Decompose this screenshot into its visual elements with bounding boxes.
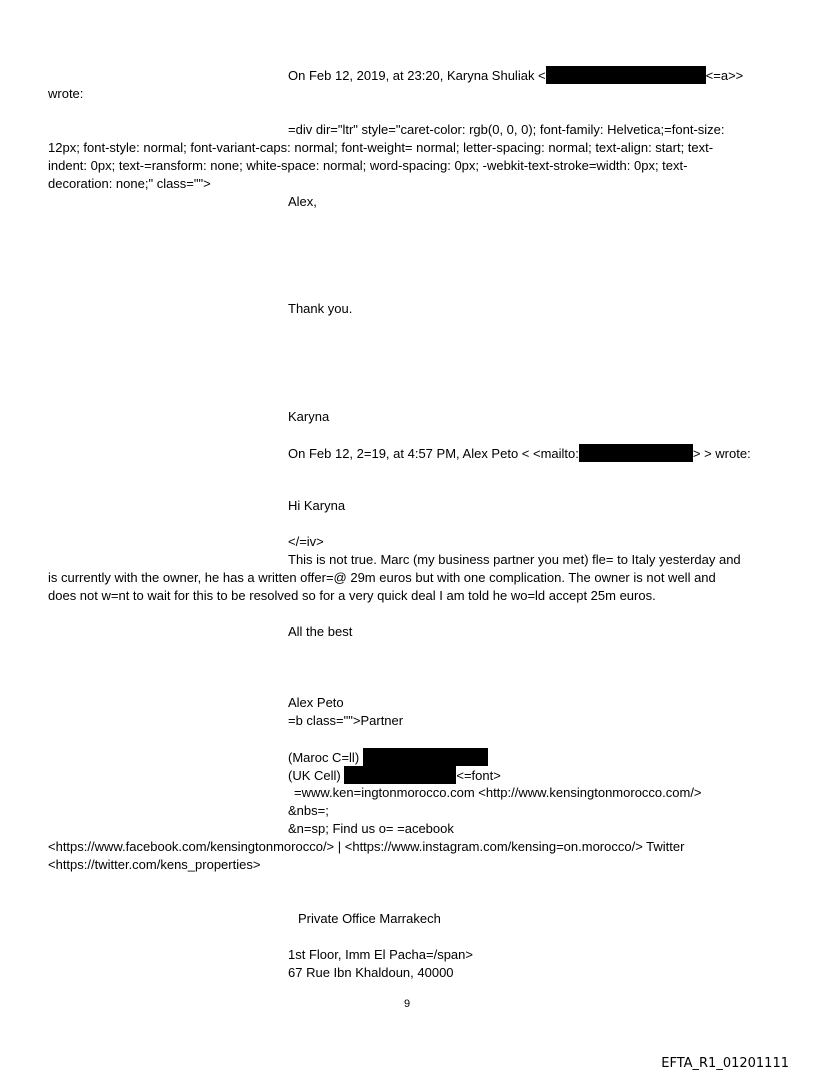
address-line: 1st Floor, Imm El Pacha=/span> xyxy=(288,947,473,962)
quoted-header-karyna-suffix: <=a>> xyxy=(705,68,744,83)
signature-name: Alex Peto xyxy=(288,695,344,710)
office-name: Private Office Marrakech xyxy=(298,911,441,926)
uk-cell-label: (UK Cell) xyxy=(288,768,341,783)
signature-karyna: Karyna xyxy=(288,409,330,424)
quoted-header-karyna-text: On Feb 12, 2019, at 23:20, Karyna Shuliak < xyxy=(288,68,546,83)
uk-cell-suffix: <=font> xyxy=(456,768,501,783)
body-paragraph-line: This is not true. Marc (my business partner you met) fle= to Italy yesterday and xyxy=(288,552,741,567)
body-paragraph-line: does not w=nt to wait for this to be resolved so for a very quick deal I am told he wo=ld accept 25m euros. xyxy=(48,588,656,603)
social-links-line[interactable]: <https://www.facebook.com/kensingtonmorocco/> | <https://www.instagram.com/kensing=on.morocco/> Twitter xyxy=(48,839,685,854)
uk-cell-line xyxy=(288,766,501,785)
html-residue-line: indent: 0px; text-=ransform: none; white-space: normal; word-spacing: 0px; -webkit-text-stroke=width: 0px; text- xyxy=(48,158,688,173)
maroc-cell-line xyxy=(288,748,488,767)
html-residue-nbsp: &nbs=; xyxy=(288,803,329,818)
redacted-email xyxy=(546,66,706,84)
page-number: 9 xyxy=(404,998,411,1010)
quoted-header-alex-suffix: > > wrote: xyxy=(692,446,751,461)
address-line: 67 Rue Ibn Khaldoun, 40000 xyxy=(288,965,454,980)
thank-you-line: Thank you. xyxy=(288,301,353,316)
redacted-email xyxy=(579,444,693,462)
quoted-header-karyna xyxy=(288,66,743,85)
html-residue-line: 12px; font-style: normal; font-variant-caps: normal; font-weight= normal; letter-spacing: normal; text-align: start; text- xyxy=(48,140,714,155)
quoted-header-alex xyxy=(288,444,751,463)
html-residue-line: decoration: none;" class=""> xyxy=(48,176,211,191)
quoted-header-wrote: wrote: xyxy=(48,86,84,101)
document-id: EFTA_R1_01201111 xyxy=(661,1056,789,1071)
html-residue-close-div: </=iv> xyxy=(288,534,324,549)
website-link[interactable]: =www.ken=ingtonmorocco.com <http://www.kensingtonmorocco.com/> xyxy=(294,785,702,800)
greeting-karyna: Hi Karyna xyxy=(288,498,346,513)
quoted-header-alex-text: On Feb 12, 2=19, at 4:57 PM, Alex Peto < <mailto: xyxy=(288,446,579,461)
find-us-line: &n=sp; Find us o= =acebook xyxy=(288,821,454,836)
maroc-cell-label: (Maroc C=ll) xyxy=(288,750,360,765)
greeting-alex: Alex, xyxy=(288,194,317,209)
html-residue-line: =div dir="ltr" style="caret-color: rgb(0, 0, 0); font-family: Helvetica;=font-size: xyxy=(288,122,725,137)
redacted-phone xyxy=(363,748,488,766)
signature-title: =b class="">Partner xyxy=(288,713,404,728)
redacted-phone xyxy=(344,766,456,784)
closing-line: All the best xyxy=(288,624,353,639)
body-paragraph-line: is currently with the owner, he has a written offer=@ 29m euros but with one complication. The owner is not well and xyxy=(48,570,716,585)
twitter-link[interactable]: <https://twitter.com/kens_properties> xyxy=(48,857,261,872)
